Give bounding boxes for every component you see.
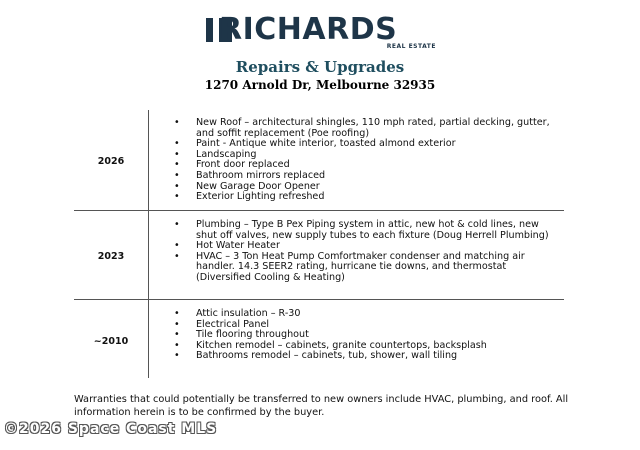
year-label: 2026 (97, 156, 125, 167)
year-label: ~2010 (93, 336, 129, 347)
warranty-note: Warranties that could potentially be transferred to new owners include HVAC, plumbing, and roof. All information herein is to be confirmed by the buyer. (74, 394, 569, 418)
list-item: • Bathroom mirrors replaced (174, 171, 559, 182)
list-item: • HVAC – 3 Ton Heat Pump Comfortmaker condenser and matching air handler. 14.3 SEER2 rating, hurricane tie downs, and thermostat (Diversified Cooling & Heating) (174, 252, 559, 284)
row-divider (74, 299, 564, 300)
property-address: 1270 Arnold Dr, Melbourne 32935 (204, 78, 436, 92)
brand-name: RICHARDS (219, 12, 398, 47)
item-list (174, 118, 559, 203)
column-divider (148, 110, 149, 378)
item-list (174, 309, 559, 362)
list-item: • Landscaping (174, 150, 559, 161)
list-item: • Bathrooms remodel – cabinets, tub, shower, wall tiling (174, 351, 559, 362)
list-item: • Kitchen remodel – cabinets, granite countertops, backsplash (174, 341, 559, 352)
list-item: • Hot Water Heater (174, 241, 559, 252)
item-list (174, 220, 559, 284)
mls-watermark: ©2026 Space Coast MLS (4, 421, 218, 437)
list-item: • Attic insulation – R-30 (174, 309, 559, 320)
list-item: • New Garage Door Opener (174, 182, 559, 193)
richards-logo (206, 12, 436, 50)
list-item: • Plumbing – Type B Pex Piping system in attic, new hot & cold lines, new shut off valves, new supply tubes to each fixture (Doug Herrell Plumbing) (174, 220, 559, 241)
year-label: 2023 (97, 251, 125, 262)
upgrades-table (74, 110, 564, 378)
list-item: • Tile flooring throughout (174, 330, 559, 341)
row-divider (74, 210, 564, 211)
list-item: • New Roof – architectural shingles, 110 mph rated, partial decking, gutter, and soffit replacement (Poe roofing) (174, 118, 559, 139)
brand-tagline: REAL ESTATE (386, 43, 436, 50)
page-title: Repairs & Upgrades (235, 58, 405, 76)
list-item: • Front door replaced (174, 160, 559, 171)
list-item: • Electrical Panel (174, 320, 559, 331)
list-item: • Paint - Antique white interior, toasted almond exterior (174, 139, 559, 150)
list-item: • Exterior Lighting refreshed (174, 192, 559, 203)
